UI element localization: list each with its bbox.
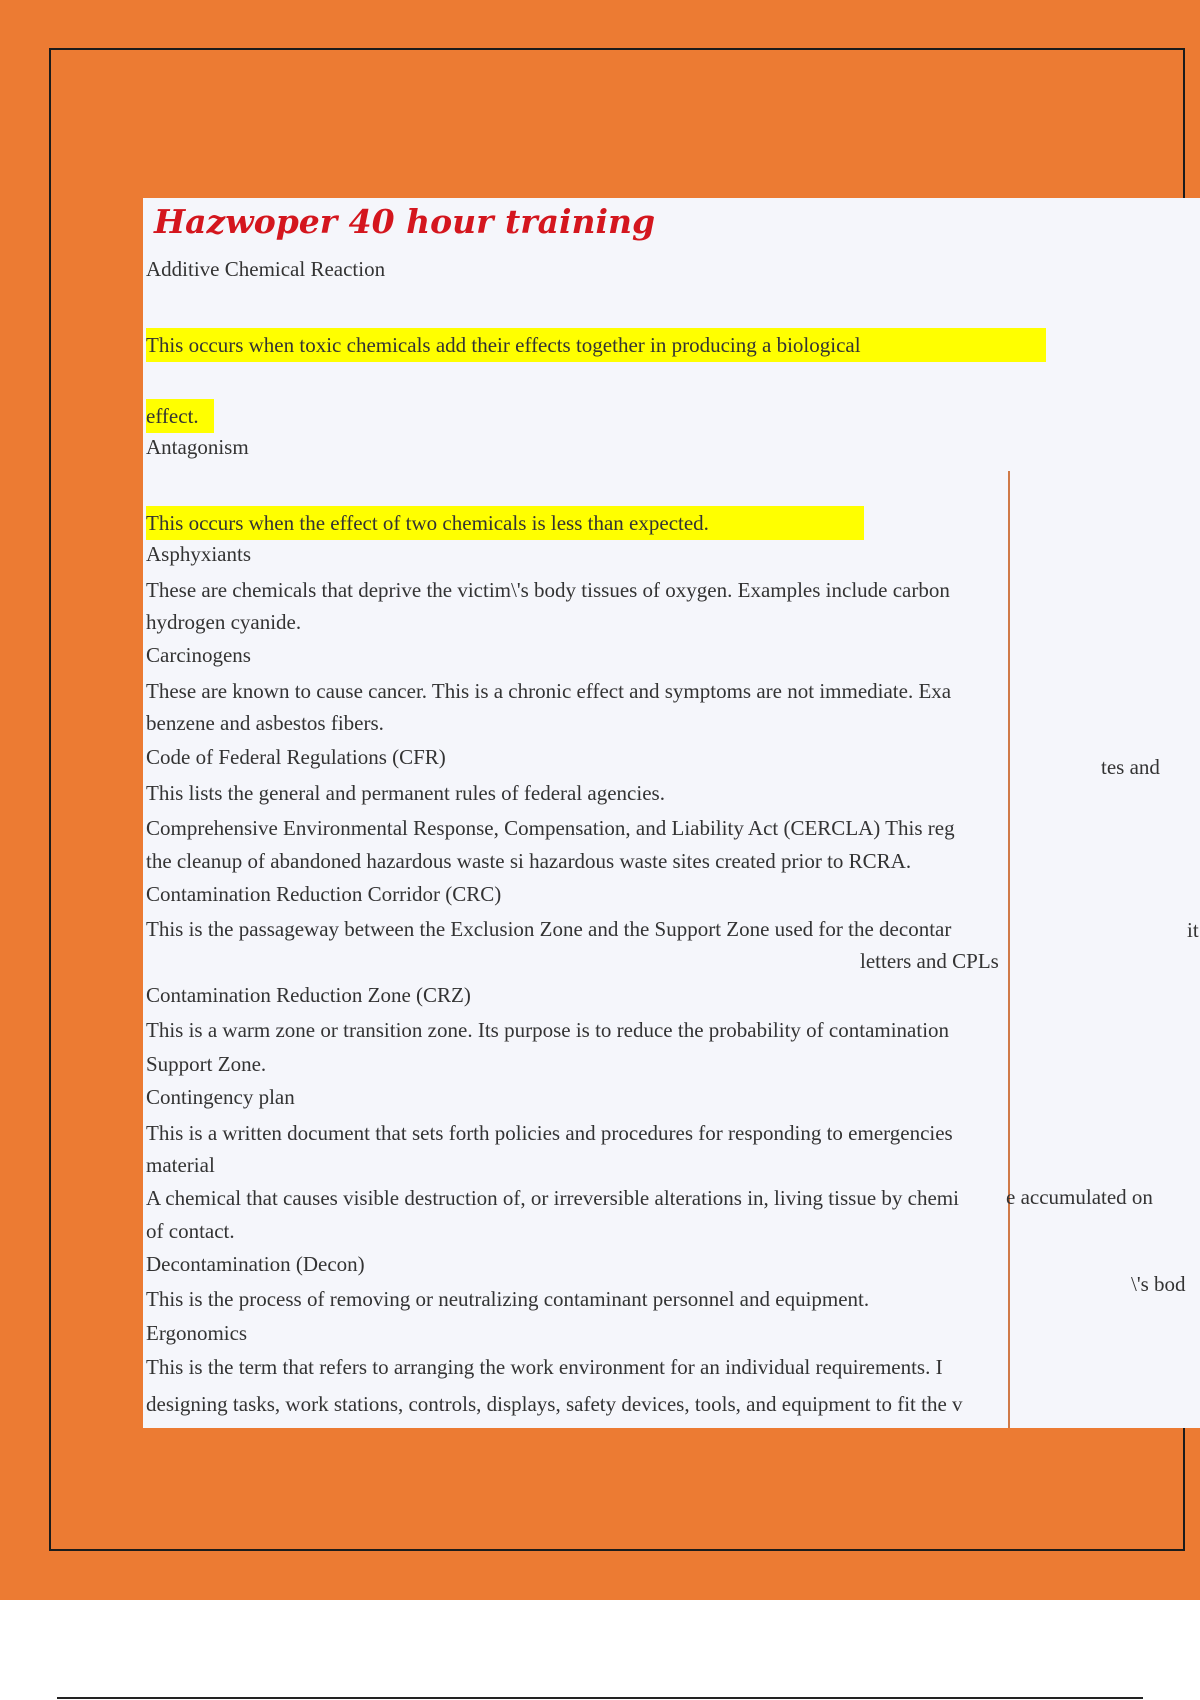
term-heading: Carcinogens: [146, 643, 251, 667]
term-heading: Ergonomics: [146, 1321, 248, 1345]
definition-line: Support Zone.: [146, 1052, 267, 1076]
column-divider: [1008, 471, 1010, 1428]
definition-line: [146, 506, 864, 540]
definition-line: [146, 399, 214, 433]
definition-line: This is the passageway between the Exclusion Zone and the Support Zone used for the decontar: [146, 917, 952, 941]
definition-line: designing tasks, work stations, controls, displays, safety devices, tools, and equipment to fit the v: [146, 1392, 963, 1416]
highlighted-text: This occurs when toxic chemicals add their effects together in producing a biological: [146, 328, 1046, 362]
term-heading: Asphyxiants: [146, 542, 251, 566]
term-heading: Decontamination (Decon): [146, 1252, 365, 1276]
definition-line: This is a written document that sets forth policies and procedures for responding to emergencies: [146, 1121, 953, 1145]
term-heading: Code of Federal Regulations (CFR): [146, 745, 446, 769]
document-sheet: [143, 198, 1200, 1428]
stray-fragment: it: [1187, 918, 1199, 942]
highlighted-text: effect.: [146, 399, 214, 433]
highlighted-text: This occurs when the effect of two chemicals is less than expected.: [146, 506, 864, 540]
definition-line: A chemical that causes visible destruction of, or irreversible alterations in, living tissue by chemi: [146, 1186, 959, 1210]
definition-line: These are chemicals that deprive the victim\'s body tissues of oxygen. Examples include carbon: [146, 578, 950, 602]
definition-line: These are known to cause cancer. This is a chronic effect and symptoms are not immediate. Exa: [146, 679, 952, 703]
definition-line: letters and CPLs: [860, 949, 999, 973]
term-heading: Comprehensive Environmental Response, Compensation, and Liability Act (CERCLA) This reg: [146, 816, 955, 840]
definition-line: This is the process of removing or neutralizing contaminant personnel and equipment.: [146, 1287, 870, 1311]
term-heading: Antagonism: [146, 435, 249, 459]
term-heading: Additive Chemical Reaction: [146, 257, 386, 281]
definition-line: This lists the general and permanent rules of federal agencies.: [146, 781, 665, 805]
term-heading: Contamination Reduction Corridor (CRC): [146, 882, 502, 906]
stray-fragment: \'s bod: [1131, 1272, 1186, 1296]
definition-line: of contact.: [146, 1219, 235, 1243]
definition-line: benzene and asbestos fibers.: [146, 711, 384, 735]
definition-line: hydrogen cyanide.: [146, 610, 302, 634]
definition-line: This is a warm zone or transition zone. Its purpose is to reduce the probability of contamination: [146, 1018, 950, 1042]
term-heading: Contingency plan: [146, 1085, 295, 1109]
definition-line: This is the term that refers to arranging the work environment for an individual requirements. I: [146, 1355, 943, 1379]
definition-line: material: [146, 1153, 215, 1177]
term-heading: Contamination Reduction Zone (CRZ): [146, 983, 471, 1007]
stray-fragment: tes and: [1101, 755, 1160, 779]
definition-line: [146, 328, 1046, 362]
definition-line: the cleanup of abandoned hazardous waste si hazardous waste sites created prior to RCRA.: [146, 849, 912, 873]
document-title: Hazwoper 40 hour training: [154, 202, 656, 241]
bottom-rule: [57, 1697, 1143, 1699]
stray-fragment: e accumulated on: [1006, 1185, 1153, 1209]
